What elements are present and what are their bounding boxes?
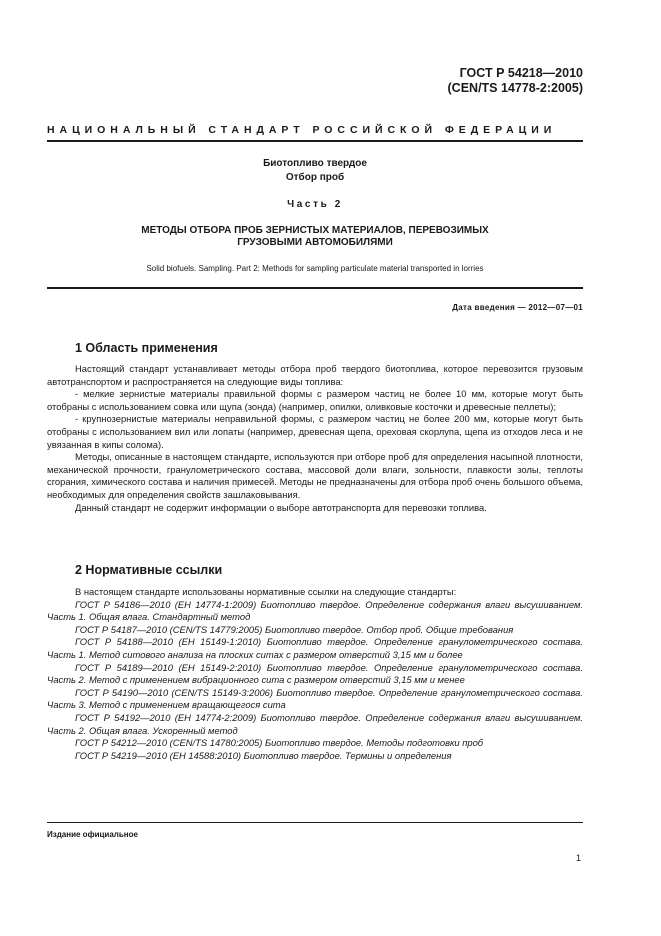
gost-number: ГОСТ Р 54218—2010 [459,66,583,80]
paragraph: Настоящий стандарт устанавливает методы отбора проб твердого биотоплива, которое перевозится грузовым автотранспортом и распространяется на следующие виды топлива: [47,363,583,387]
reference-item: ГОСТ Р 54212—2010 (CEN/TS 14780:2005) Биотопливо твердое. Методы подготовки проб [75,737,484,749]
reference-item: ГОСТ Р 54189—2010 (ЕН 15149-2:2010) Биотопливо твердое. Определение гранулометрического состава. Часть 2. Метод с применением вибрационного сита с размером отверстий 3,15 мм и менее [47,661,583,686]
title-line-1: Биотопливо твердое [263,158,367,169]
main-title-line-2: ГРУЗОВЫМИ АВТОМОБИЛЯМИ [237,237,393,248]
top-divider [47,140,583,142]
main-title-line-1: МЕТОДЫ ОТБОРА ПРОБ ЗЕРНИСТЫХ МАТЕРИАЛОВ, ПЕРЕВОЗИМЫХ [141,225,489,236]
section-2-heading: 2 Нормативные ссылки [75,563,223,577]
title-block [47,157,583,185]
paragraph: Методы, описанные в настоящем стандарте, используются при отборе проб для определения насыпной плотности, механической прочности, гранулометрического состава, массовой доли влаги, зольности, плавкости золы, теплоты сгорания, химического состава и наличия примесей. Методы не предназначены для отбора проб очень большого объема, необходимых для определения свойств зашлаковывания. [47,451,583,500]
reference-item: ГОСТ Р 54186—2010 (ЕН 14774-1:2009) Биотопливо твердое. Определение содержания влаги высушиванием. Часть 1. Общая влага. Стандартный метод [47,598,583,623]
paragraph: В настоящем стандарте использованы нормативные ссылки на следующие стандарты: [75,586,457,597]
reference-item: ГОСТ Р 54190—2010 (CEN/TS 15149-3:2006) Биотопливо твердое. Определение гранулометрического состава. Часть 3. Метод с применением вращающегося сита [47,686,583,711]
main-title [47,225,583,249]
reference-item: ГОСТ Р 54192—2010 (ЕН 14774-2:2009) Биотопливо твердое. Определение содержания влаги высушиванием. Часть 2. Общая влага. Ускоренный метод [47,711,583,736]
reference-item: ГОСТ Р 54188—2010 (ЕН 15149-1:2010) Биотопливо твердое. Определение гранулометрического состава. Часть 1. Метод ситового анализа на плоских ситах с размером отверстий 3,15 мм и более [47,636,583,660]
document-header [448,66,583,96]
official-edition-label: Издание официальное [47,830,138,839]
paragraph: - мелкие зернистые материалы правильной формы с размером частиц не более 10 мм, которые могут быть отобраны с использованием совка или щупа (зонда) (например, опилки, оливковые косточки и древесные пеллеты); [47,388,583,412]
section-1-body [47,363,583,514]
part-label: Часть 2 [287,199,343,210]
section-2-body [47,586,583,762]
title-line-2: Отбор проб [285,172,345,183]
national-standard-banner: НАЦИОНАЛЬНЫЙ СТАНДАРТ РОССИЙСКОЙ ФЕДЕРАЦИИ [47,124,557,136]
footer-divider [47,822,583,823]
paragraph: - крупнозернистые материалы неправильной формы, с размером частиц не более 200 мм, которые могут быть отобраны с использованием вил или лопаты (например, древесная щепа, ореховая скорлупа, щепа из отходов леса и не увязанная в кипы солома). [47,413,583,450]
english-title: Solid biofuels. Sampling. Part 2: Methods for sampling particulate material transported in lorries [146,264,484,273]
cen-number: (CEN/TS 14778-2:2005) [447,81,583,95]
paragraph: Данный стандарт не содержит информации о выборе автотранспорта для перевозки топлива. [75,501,487,513]
page-number: 1 [575,853,581,863]
title-divider [47,287,583,289]
introduction-date: Дата введения — 2012—07—01 [452,303,583,312]
reference-item: ГОСТ Р 54187—2010 (CEN/TS 14779:2005) Биотопливо твердое. Отбор проб. Общие требования [75,623,514,635]
reference-item: ГОСТ Р 54219—2010 (ЕН 14588:2010) Биотопливо твердое. Термины и определения [75,749,452,761]
section-1-heading: 1 Область применения [75,341,218,355]
